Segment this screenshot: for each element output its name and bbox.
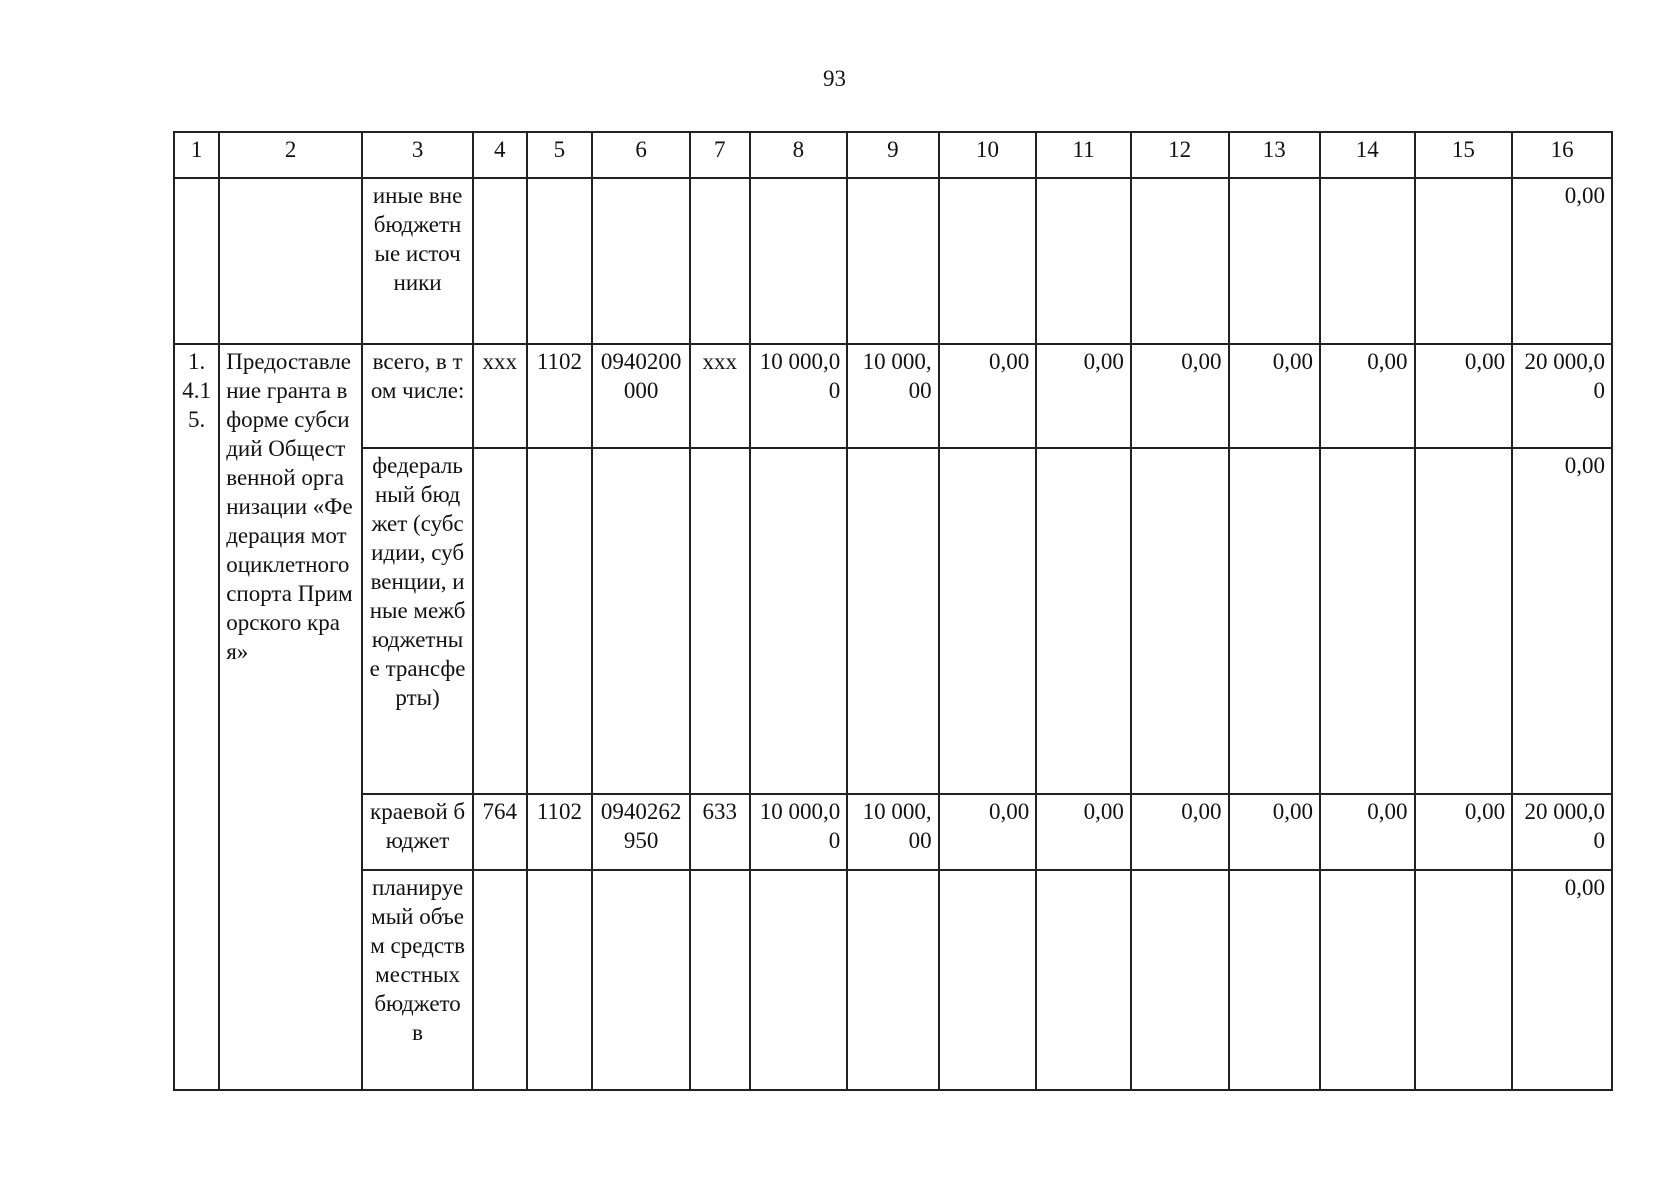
empty-cell: [847, 870, 938, 1090]
funding-source-cell: федеральный бюджет (субсидии, субвенции, иные межбюджетные трансферты): [362, 448, 473, 794]
value-cell-col7: 633: [690, 794, 750, 870]
header-cell: 12: [1131, 132, 1229, 178]
header-cell: 14: [1320, 132, 1415, 178]
value-cell-col8: 10 000,00: [750, 344, 848, 448]
value-cell-col12: 0,00: [1131, 344, 1229, 448]
value-cell-col16: 0,00: [1512, 448, 1612, 794]
header-cell: 5: [527, 132, 593, 178]
empty-cell: [473, 178, 526, 344]
value-cell-col6: 0940262950: [592, 794, 690, 870]
empty-cell: [847, 178, 938, 344]
empty-cell: [1036, 448, 1131, 794]
value-cell-col16: 20 000,00: [1512, 794, 1612, 870]
empty-cell: [1229, 870, 1320, 1090]
header-cell: 1: [174, 132, 219, 178]
header-cell: 2: [219, 132, 362, 178]
empty-cell: [1131, 870, 1229, 1090]
value-cell-col11: 0,00: [1036, 794, 1131, 870]
header-cell: 13: [1229, 132, 1320, 178]
value-cell-col5: 1102: [527, 794, 593, 870]
empty-cell: [527, 178, 593, 344]
page-number: 93: [823, 66, 846, 91]
empty-cell: [750, 870, 848, 1090]
empty-cell: [939, 870, 1037, 1090]
header-cell: 11: [1036, 132, 1131, 178]
header-cell: 10: [939, 132, 1037, 178]
value-cell-col7: xxx: [690, 344, 750, 448]
budget-table: [173, 131, 1613, 1091]
header-cell: 3: [362, 132, 473, 178]
value-cell-col6: 0940200000: [592, 344, 690, 448]
empty-cell: [939, 178, 1037, 344]
value-cell-col10: 0,00: [939, 344, 1037, 448]
header-cell: 15: [1415, 132, 1513, 178]
value-cell-col14: 0,00: [1320, 344, 1415, 448]
funding-source-cell: всего, в том числе:: [362, 344, 473, 448]
empty-cell: [939, 448, 1037, 794]
funding-source-cell: краевой бюджет: [362, 794, 473, 870]
item-number-cell: 1.4.15.: [174, 344, 219, 1090]
item-name-cell: Предоставление гранта в форме субсидий Общественной организации «Федерация мотоциклетного спорта Приморского края»: [219, 344, 362, 1090]
header-cell: 9: [847, 132, 938, 178]
funding-source-cell: планируемый объем средств местных бюджетов: [362, 870, 473, 1090]
empty-cell: [527, 870, 593, 1090]
empty-cell: [690, 448, 750, 794]
header-cell: 16: [1512, 132, 1612, 178]
empty-cell: [592, 870, 690, 1090]
empty-cell: [473, 870, 526, 1090]
empty-cell: [1036, 178, 1131, 344]
header-cell: 4: [473, 132, 526, 178]
empty-cell: [527, 448, 593, 794]
value-cell-col9: 10 000,00: [847, 794, 938, 870]
empty-cell: [1131, 178, 1229, 344]
value-cell-col15: 0,00: [1415, 344, 1513, 448]
empty-cell: [1229, 448, 1320, 794]
empty-cell: [473, 448, 526, 794]
empty-cell: [690, 178, 750, 344]
empty-cell: [1036, 870, 1131, 1090]
value-cell-col16: 0,00: [1512, 178, 1612, 344]
value-cell-col16: 0,00: [1512, 870, 1612, 1090]
value-cell-col4: 764: [473, 794, 526, 870]
value-cell-col8: 10 000,00: [750, 794, 848, 870]
empty-cell: [1320, 870, 1415, 1090]
table-row-regional-budget: [174, 794, 1612, 870]
value-cell-col14: 0,00: [1320, 794, 1415, 870]
table-row-local-budgets: [174, 870, 1612, 1090]
table-row-prev-other-sources: [174, 178, 1612, 344]
empty-cell: [1320, 178, 1415, 344]
funding-source-cell: иные внебюджетные источники: [362, 178, 473, 344]
header-row: [174, 132, 1612, 178]
value-cell-col13: 0,00: [1229, 344, 1320, 448]
empty-cell: [1415, 448, 1513, 794]
value-cell-col10: 0,00: [939, 794, 1037, 870]
empty-cell: [847, 448, 938, 794]
value-cell-col12: 0,00: [1131, 794, 1229, 870]
value-cell-col13: 0,00: [1229, 794, 1320, 870]
table-row-federal-budget: [174, 448, 1612, 794]
empty-cell: [1131, 448, 1229, 794]
header-cell: 7: [690, 132, 750, 178]
empty-cell: [690, 870, 750, 1090]
header-cell: 6: [592, 132, 690, 178]
value-cell-col4: xxx: [473, 344, 526, 448]
value-cell-col9: 10 000,00: [847, 344, 938, 448]
value-cell-col16: 20 000,00: [1512, 344, 1612, 448]
empty-cell: [219, 178, 362, 344]
empty-cell: [1229, 178, 1320, 344]
table-row-total: [174, 344, 1612, 448]
value-cell-col15: 0,00: [1415, 794, 1513, 870]
empty-cell: [592, 178, 690, 344]
empty-cell: [174, 178, 219, 344]
empty-cell: [1320, 448, 1415, 794]
value-cell-col11: 0,00: [1036, 344, 1131, 448]
empty-cell: [750, 448, 848, 794]
empty-cell: [592, 448, 690, 794]
header-cell: 8: [750, 132, 848, 178]
empty-cell: [750, 178, 848, 344]
value-cell-col5: 1102: [527, 344, 593, 448]
empty-cell: [1415, 178, 1513, 344]
empty-cell: [1415, 870, 1513, 1090]
